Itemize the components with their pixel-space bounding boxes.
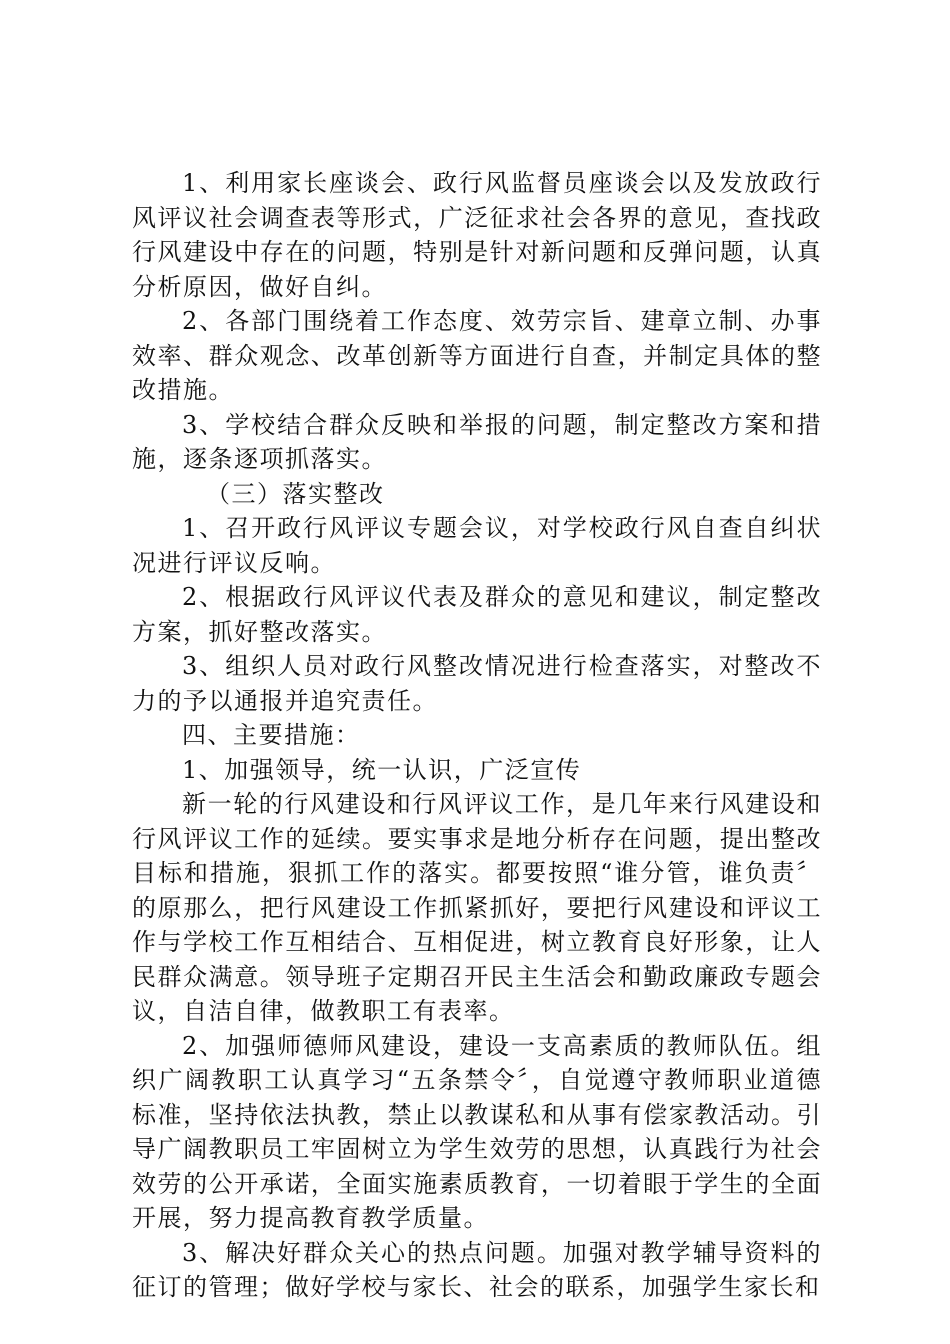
paragraph-3: 3、学校结合群众反映和举报的问题，制定整改方案和措施，逐条逐项抓落实。	[132, 410, 822, 473]
paragraph-5: 1、召开政行风评议专题会议，对学校政行风自查自纠状况进行评议反响。	[132, 514, 822, 577]
paragraph-1: 1、利用家长座谈会、政行风监督员座谈会以及发放政行风评议社会调查表等形式，广泛征求社会各界的意见，查找政行风建设中存在的问题，特别是针对新问题和反弹问题，认真分析原因，做好自纠。	[132, 169, 822, 301]
paragraph-11: 2、加强师德师风建设，建设一支高素质的教师队伍。组织广阔教职工认真学习“五条禁令〞，自觉遵守教师职业道德标准，坚持依法执教，禁止以教谋私和从事有偿家教活动。引导广阔教职员工牢固树立为学生效劳的思想，认真践行为社会效劳的公开承诺，全面实施素质教育，一切着眼于学生的全面开展，努力提高教育教学质量。	[132, 1031, 822, 1232]
section-heading-main-measures: 四、主要措施：	[182, 721, 361, 749]
subheading-strengthen-leadership: 1、加强领导，统一认识，广泛宣传	[182, 755, 582, 784]
paragraph-12: 3、解决好群众关心的热点问题。加强对教学辅导资料的征订的管理；做好学校与家长、社会的联系，加强学生家长和	[132, 1238, 822, 1301]
paragraph-6: 2、根据政行风评议代表及群众的意见和建议，制定整改方案，抓好整改落实。	[132, 583, 822, 646]
paragraph-2: 2、各部门围绕着工作态度、效劳宗旨、建章立制、办事效率、群众观念、改革创新等方面进行自查，并制定具体的整改措施。	[132, 307, 822, 404]
section-heading-implement-rectification: （三）落实整改	[206, 479, 385, 508]
document-body	[132, 166, 822, 1305]
paragraph-10: 新一轮的行风建设和行风评议工作，是几年来行风建设和行风评议工作的延续。要实事求是地分析存在问题，提出整改目标和措施，狠抓工作的落实。都要按照“谁分管，谁负责〞的原那么，把行风建设工作抓紧抓好，要把行风建设和评议工作与学校工作互相结合、互相促进，树立教育良好形象，让人民群众满意。领导班子定期召开民主生活会和勤政廉政专题会议，自洁自律，做教职工有表率。	[132, 790, 822, 1025]
paragraph-7: 3、组织人员对政行风整改情况进行检查落实，对整改不力的予以通报并追究责任。	[132, 652, 822, 715]
